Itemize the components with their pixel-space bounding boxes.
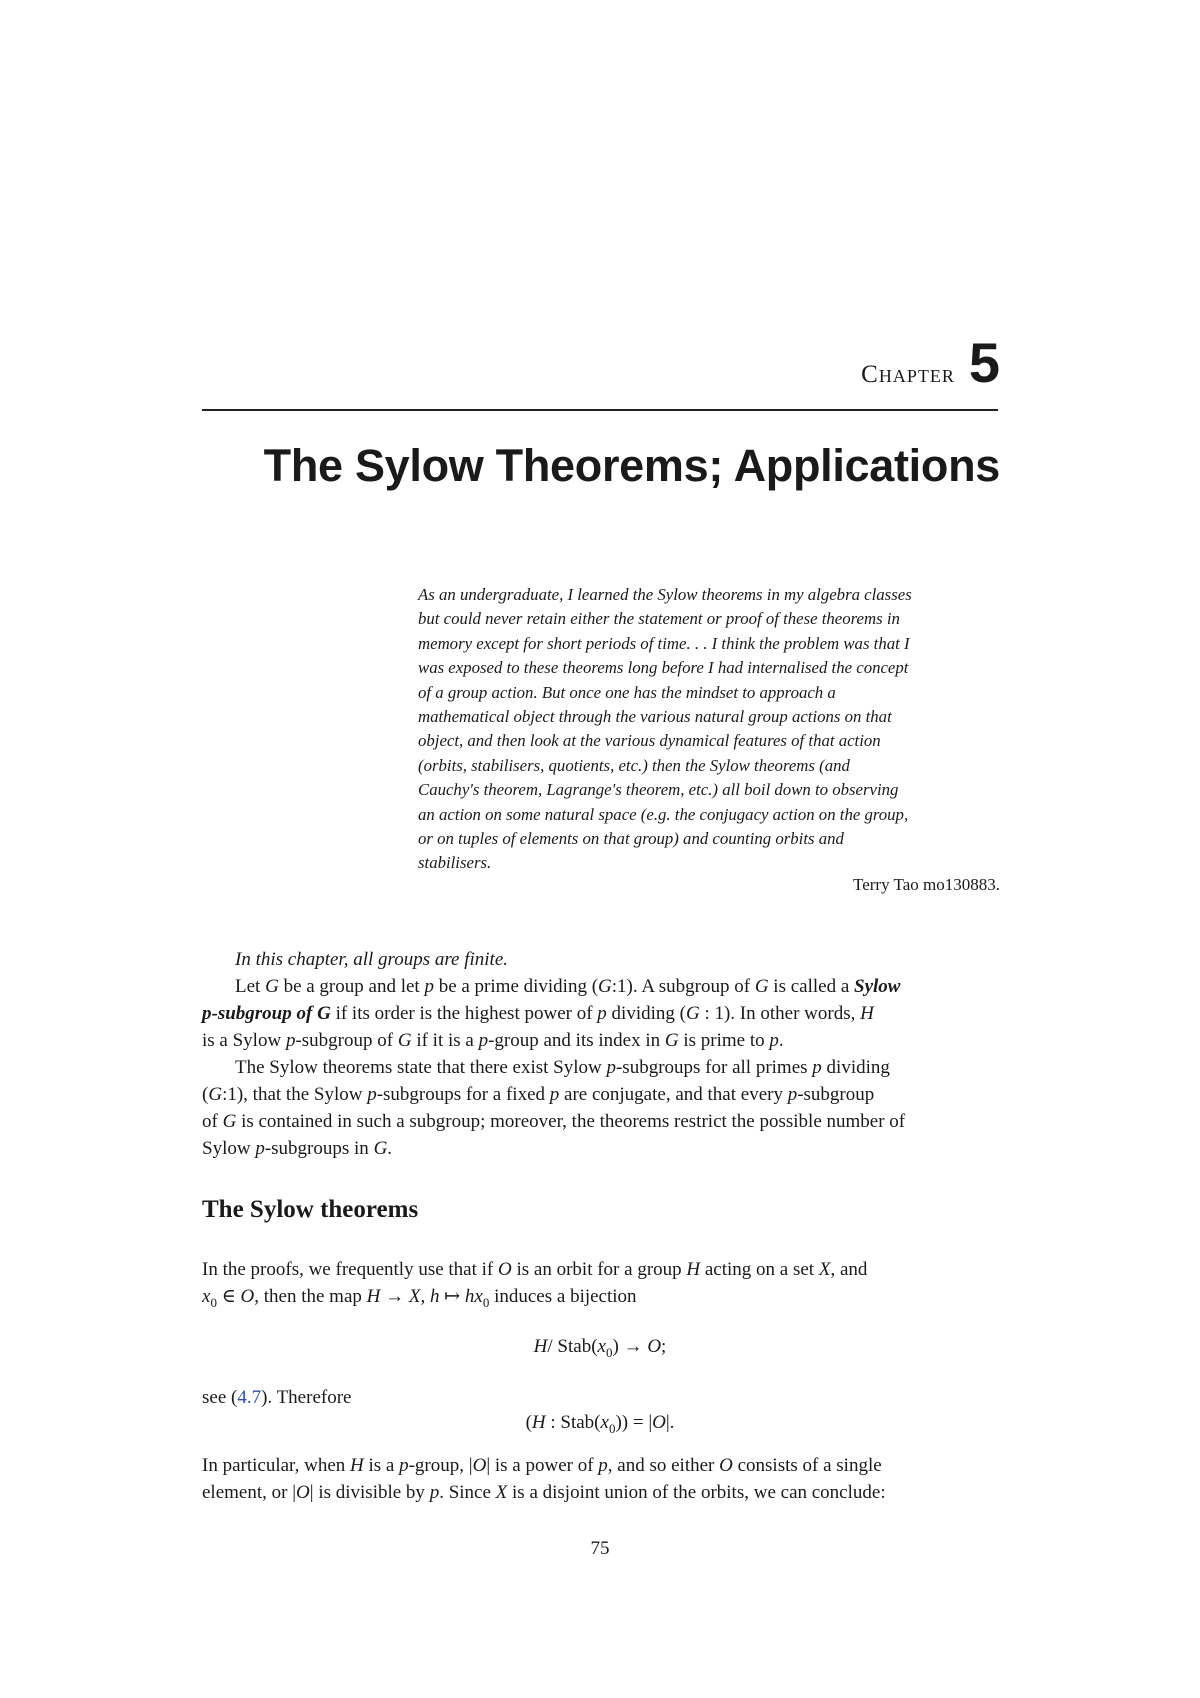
equation-bijection: H/ $Stab(x_0) \to O$;	[533, 1336, 667, 1360]
paragraph-sylow-statement	[202, 1054, 1000, 1162]
text-line: of G is contained in such a subgroup; moreover, the theorems restrict the possible number of	[202, 1111, 906, 1132]
chapter-word: Chapter	[861, 361, 955, 388]
chapter-rule	[202, 409, 998, 411]
intro-text	[202, 946, 1000, 1162]
text-line: Let G be a group and let p be a prime dividing (G:1). A subgroup of G is called a Sylow	[235, 976, 901, 997]
section-text-1	[202, 1256, 1000, 1316]
equation-index-orbit: (H : $Stab(x_0)) = |O|$.	[525, 1412, 675, 1436]
text-line: p-subgroup of G if its order is the highest power of p dividing (G : 1). In other words, H	[202, 1003, 874, 1024]
equation-reference-link[interactable]: 4.7	[237, 1387, 262, 1408]
epigraph-line: object, and then look at the various dynamical features of that action	[418, 731, 881, 751]
epigraph-line: mathematical object through the various natural group actions on that	[418, 707, 892, 727]
term-sylow-p-subgroup: p-subgroup of G	[202, 1003, 331, 1024]
epigraph-line: but could never retain either the statement or proof of these theorems in	[418, 609, 900, 629]
text-line: is a Sylow p-subgroup of G if it is a p-group and its index in G is prime to p.	[202, 1030, 784, 1051]
text-line: Sylow p-subgroups in G.	[202, 1138, 393, 1159]
intro-lead: In this chapter, all groups are finite.	[235, 949, 509, 970]
epigraph-line: stabilisers.	[418, 853, 492, 873]
epigraph	[418, 583, 1000, 876]
epigraph-line: of a group action. But once one has the mindset to approach a	[418, 682, 836, 702]
page-number: 75	[590, 1538, 610, 1559]
text-line: (G:1), that the Sylow p-subgroups for a fixed p are conjugate, and that every p-subgroup	[202, 1084, 875, 1105]
see-reference-line: see (4.7). Therefore	[202, 1387, 352, 1408]
term-sylow: Sylow	[854, 976, 901, 997]
epigraph-line: or on tuples of elements on that group) and counting orbits and	[418, 829, 844, 849]
epigraph-line: memory except for short periods of time. . . I think the problem was that I	[418, 633, 910, 653]
section-text-2	[202, 1452, 1000, 1506]
epigraph-line: As an undergraduate, I learned the Sylow theorems in my algebra classes	[418, 585, 912, 604]
epigraph-line: was exposed to these theorems long before I had internalised the concept	[418, 658, 909, 678]
chapter-label	[861, 331, 1000, 394]
text-line: In particular, when H is a p-group, |O| is a power of p, and so either O consists of a single	[202, 1455, 882, 1476]
epigraph-line: (orbits, stabilisers, quotients, etc.) then the Sylow theorems (and	[418, 755, 850, 775]
text-line: The Sylow theorems state that there exist Sylow p-subgroups for all primes p dividing	[235, 1057, 890, 1078]
chapter-title: The Sylow Theorems; Applications	[263, 440, 1000, 491]
text-line: In the proofs, we frequently use that if O is an orbit for a group H acting on a set X, and	[202, 1259, 868, 1280]
chapter-number: 5	[968, 331, 1000, 394]
epigraph-line: Cauchy's theorem, Lagrange's theorem, etc.) all boil down to observing	[418, 780, 899, 800]
epigraph-line: an action on some natural space (e.g. the conjugacy action on the group,	[418, 804, 909, 824]
text-line: element, or |O| is divisible by p. Since X is a disjoint union of the orbits, we can conclude:	[202, 1482, 886, 1503]
section-heading: The Sylow theorems	[202, 1196, 419, 1223]
text-line: $x_0$ ∈ O, then the map H → X, h ↦ $hx_0$ induces a bijection	[202, 1286, 637, 1310]
paragraph-sylow-definition	[202, 973, 1000, 1054]
epigraph-attribution: Terry Tao mo130883.	[853, 875, 1000, 894]
